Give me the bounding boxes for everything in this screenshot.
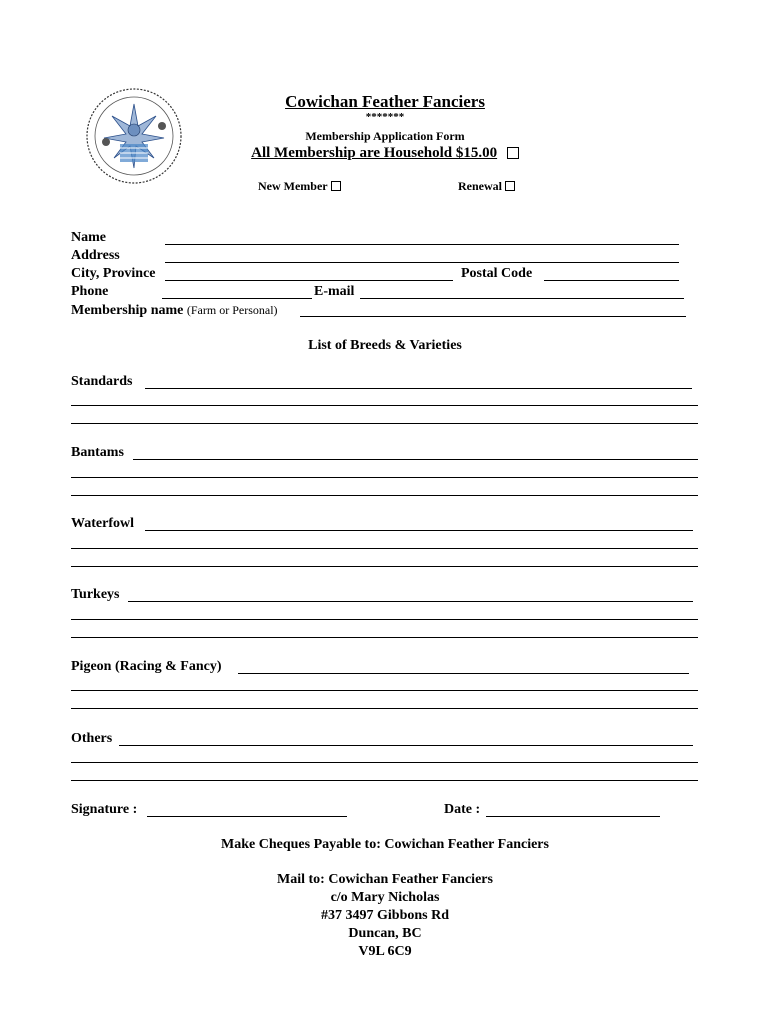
date-label: Date : [444,802,481,817]
cheques-note: Make Cheques Payable to: Cowichan Feather Fanciers [221,837,549,852]
email-label: E-mail [314,284,355,299]
address-field[interactable] [165,262,679,263]
membership-name-label [71,302,278,319]
new-member-label: New Member [258,179,328,193]
standards-line-3[interactable] [71,423,698,424]
name-field[interactable] [165,244,679,245]
name-label: Name [71,230,106,245]
mail-co: c/o Mary Nicholas [330,890,440,905]
bantams-line-3[interactable] [71,495,698,496]
postal-label: Postal Code [461,266,533,281]
standards-line-2[interactable] [71,405,698,406]
membership-name-note: (Farm or Personal) [186,303,278,317]
new-member-option [258,178,341,194]
turkeys-line-2[interactable] [71,619,698,620]
bantams-label: Bantams [71,445,124,460]
phone-field[interactable] [162,298,312,299]
title-stars: ******* [365,111,405,123]
standards-field[interactable] [145,388,692,389]
signature-field[interactable] [147,816,347,817]
membership-fee-text: All Membership are Household $15.00 [251,145,498,161]
renewal-label: Renewal [458,179,502,193]
membership-name-field[interactable] [300,316,686,317]
renewal-option [458,178,515,194]
waterfowl-field[interactable] [145,530,693,531]
mail-street: #37 3497 Gibbons Rd [321,908,449,923]
form-subtitle: Membership Application Form [305,129,465,143]
phone-label: Phone [71,284,109,299]
pigeon-field[interactable] [238,673,689,674]
turkeys-field[interactable] [128,601,693,602]
pigeon-line-3[interactable] [71,708,698,709]
bantams-line-2[interactable] [71,477,698,478]
email-field[interactable] [360,298,684,299]
waterfowl-label: Waterfowl [71,516,134,531]
breeds-heading: List of Breeds & Varieties [308,338,462,353]
pigeon-line-2[interactable] [71,690,698,691]
waterfowl-line-3[interactable] [71,566,698,567]
pigeon-label: Pigeon (Racing & Fancy) [71,659,222,674]
others-line-2[interactable] [71,762,698,763]
date-field[interactable] [486,816,660,817]
membership-fee [0,145,770,162]
new-member-checkbox[interactable] [331,181,341,191]
city-field[interactable] [165,280,453,281]
bantams-field[interactable] [133,459,698,460]
fee-checkbox[interactable] [507,147,519,159]
address-label: Address [71,248,120,263]
postal-field[interactable] [544,280,679,281]
mail-postal: V9L 6C9 [358,944,412,959]
waterfowl-line-2[interactable] [71,548,698,549]
mail-to: Mail to: Cowichan Feather Fanciers [277,872,493,887]
form-title: Cowichan Feather Fanciers [285,92,485,111]
turkeys-line-3[interactable] [71,637,698,638]
mail-city: Duncan, BC [348,926,422,941]
turkeys-label: Turkeys [71,587,120,602]
membership-name-text: Membership name [71,303,184,318]
others-line-3[interactable] [71,780,698,781]
others-field[interactable] [119,745,693,746]
renewal-checkbox[interactable] [505,181,515,191]
standards-label: Standards [71,374,133,389]
city-label: City, Province [71,266,156,281]
others-label: Others [71,731,113,746]
signature-label: Signature : [71,802,138,817]
